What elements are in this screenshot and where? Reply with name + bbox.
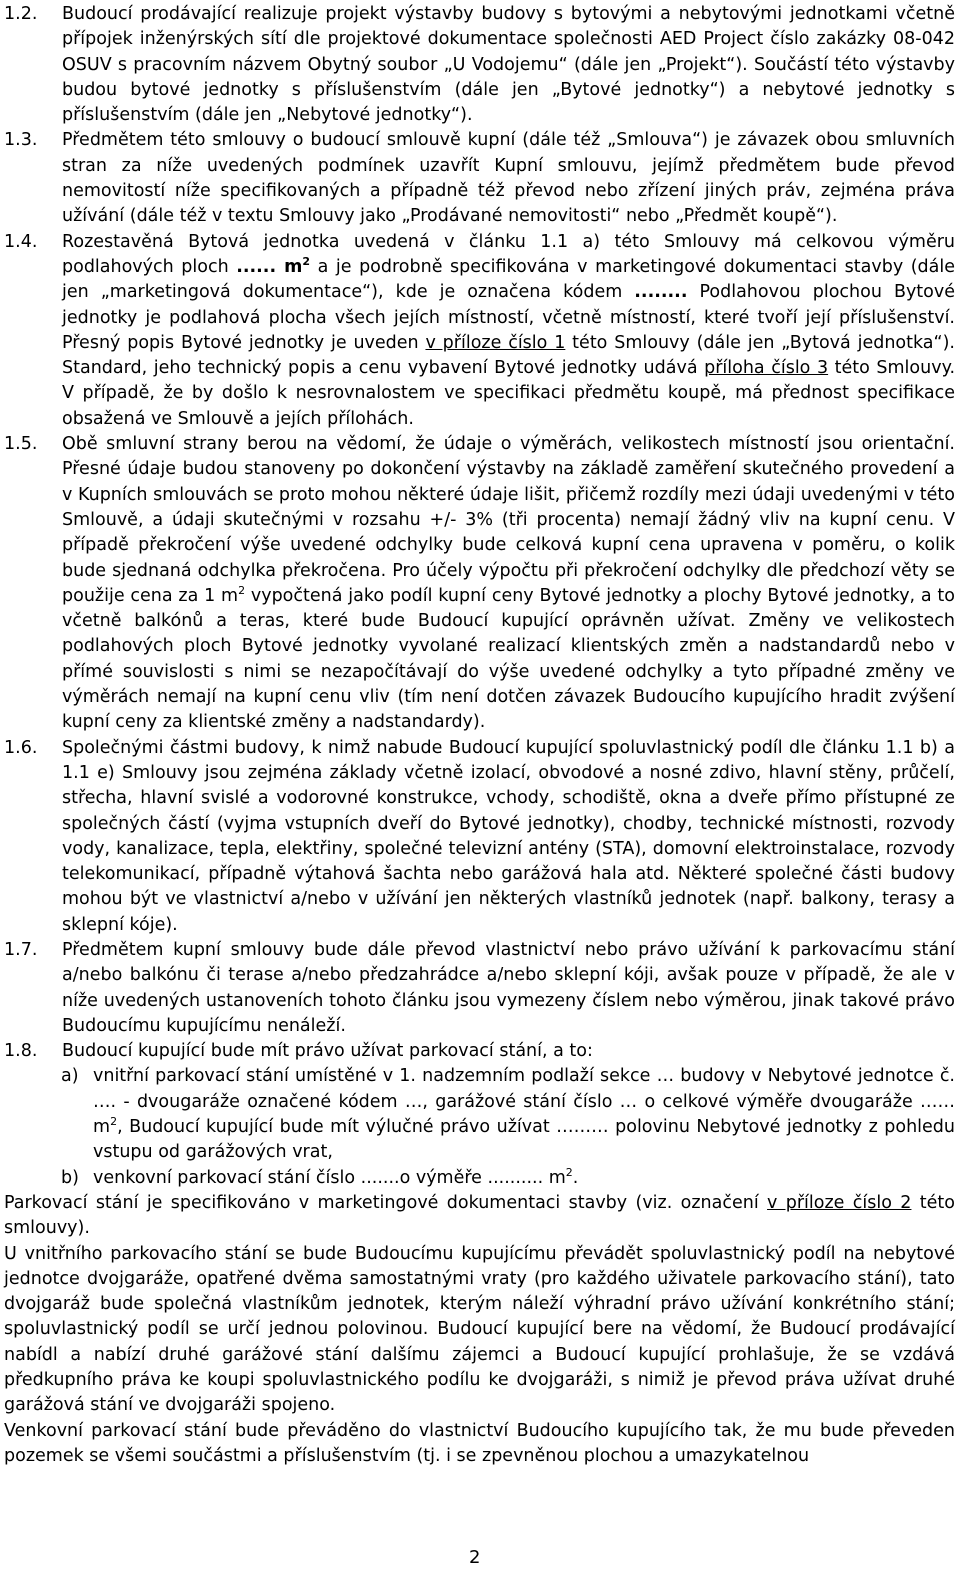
text-run: , Budoucí kupující bude mít výlučné právo užívat ……… polovinu Nebytové jednotky z pohledu vstupu od garážových vrat, xyxy=(93,1117,955,1163)
code-placeholder: ........ xyxy=(634,282,688,303)
indoor-parking-paragraph: U vnitřního parkovacího stání se bude Budoucímu kupujícímu převádět spoluvlastnický podíl na nebytové jednotce dvojgaráže, opatřené dvěma samostatnými vraty (pro každého uživatele parkovacího stání), tato dvojgaráž bude společná vlastníkům jednotek, kterým náleží výhradní právo užívání konkrétního stání; spoluvlastnický podíl se určí jednou polovinou. Budoucí kupující bere na vědomí, že Budoucí prodávající nabídl a nabízí druhé garážové stání dalšímu zájemci a Budoucí kupující prohlašuje, že se vzdává předkupního práva ke koupi spoluvlastnického podílu ke dvojgaráži, s nimiž je převod práva užívat druhé garážová stání ve dvojgaráži spojeno. xyxy=(4,1243,955,1416)
parking-spec-paragraph xyxy=(4,1191,955,1242)
paragraph-1-8 xyxy=(4,1039,955,1064)
paragraph-1-7 xyxy=(4,938,955,1039)
text-run: a je podrobně specifikována v marketingové dokumentaci stavby (dále jen „marketingová dokumentace“), kde je označena kódem xyxy=(62,256,956,303)
paragraph-number: 1.6. xyxy=(4,737,38,758)
text-run: Podlahovou plochou Bytové jednotky je podlahová plocha všech jejích místností, včetně místností, které tvoří její příslušenství. Přesný popis Bytové jednotky je uveden xyxy=(62,282,955,353)
paragraph-text: Společnými částmi budovy, k nimž nabude Budoucí kupující spoluvlastnický podíl dle článku 1.1 b) a 1.1 e) Smlouvy jsou zejména základy včetně izolací, obvodové a nosné zdivo, hlavní stěny, průčelí, střecha, hlavní svislé a vodorovné konstrukce, vchody, schodiště, okna a dveře přímo přístupné ze společných částí (vyjma vstupních dveří do Bytové jednotky), chodby, technické místnosti, rozvody vody, kanalizace, tepla, elektřiny, společné televizní antény (STA), domovní elektroinstalace, rozvody telekomunikací, případně výtahová šachta nebo garážová hala atd. Některé společné části budovy mohou být ve vlastnictví a/nebo v užívání jen některých vlastníků jednotek (např. balkony, terasy a sklepní kóje). xyxy=(62,737,955,935)
text-run: vypočtená jako podíl kupní ceny Bytové jednotky a plochy Bytové jednotky, a to včetně balkónů a teras, které bude Budoucí kupující oprávněn užívat. Změny ve velikostech podlahových ploch Bytové jednotky vyvolané realizací klientských změn a nadstandardů nebo v přímé souvislosti s nimi se nezapočítávají do výše uvedené odchylky a tyto případné změny ve výměrách nemají na kupní cenu vliv (tím není dotčen závazek Budoucího kupujícího hradit zvýšení kupní ceny za klientské změny a nadstandardy). xyxy=(62,585,955,733)
paragraph-text: Předmětem kupní smlouvy bude dále převod vlastnictví nebo právo užívání k parkovacímu stání a/nebo balkónu či terase a/nebo předzahrádce a/nebo sklepní kóji, avšak pouze v případě, že ale v níže uvedených ustanoveních tohoto článku jsou vymezeny číslem nebo výměrou, jinak takové právo Budoucímu kupujícímu nenáleží. xyxy=(62,939,955,1036)
paragraph-1-3 xyxy=(4,128,955,229)
list-item-text xyxy=(93,1064,955,1165)
paragraph-number: 1.5. xyxy=(4,434,38,455)
paragraph-number: 1.4. xyxy=(4,231,38,252)
list-item-b xyxy=(4,1166,955,1191)
paragraph-number: 1.8. xyxy=(4,1041,38,1062)
text-run: vnitřní parkovací stání umístěné v 1. nadzemním podlaží sekce … budovy v Nebytové jednotce č. …. - dvougaráže označené kódem …, garážové stání číslo … o celkové výměře dvougaráže …… m xyxy=(93,1066,955,1138)
text-run: Obě smluvní strany berou na vědomí, že údaje o výměrách, velikostech místností jsou orientační. Přesné údaje budou stanoveny po dokončení výstavby na základě zaměření skutečného provedení a v Kupních smlouvách se proto mohou některé údaje lišit, přičemž rozdíly mezi údaji uvedenými v této Smlouvě, a údaji skutečnými v rozsahu +/- 3% (tři procenta) nemají žádný vliv na kupní cenu. V případě překročení výše uvedené odchylky bude celková kupní cena upravena v poměru, o kolik bude sjednaná odchylka překročena. Pro účely výpočtu při překročení odchylky dle předchozí věty se použije cena za 1 m xyxy=(62,434,955,606)
paragraph-text: Budoucí prodávající realizuje projekt výstavby budovy s bytovými a nebytovými jednotkami včetně přípojek inženýrských sítí dle projektové dokumentace společnosti AED Project číslo zakázky 08-042 OSUV s pracovním názvem Obytný soubor „U Vodojemu“ (dále jen „Projekt“). Součástí této výstavby budou bytové jednotky s příslušenstvím (dále jen „Bytové jednotky“) a nebytové jednotky s příslušenstvím (dále jen „Nebytové jednotky“). xyxy=(62,4,955,126)
list-item-text xyxy=(93,1166,955,1191)
superscript: 2 xyxy=(110,1115,118,1129)
area-placeholder: ...... m xyxy=(236,256,303,277)
text-run: této smlouvy). xyxy=(4,1192,955,1239)
page-number: 2 xyxy=(469,1547,481,1568)
annex-reference: příloha číslo 3 xyxy=(704,358,829,379)
paragraph-1-2 xyxy=(4,2,955,128)
text-run: této Smlouvy. V případě, že by došlo k nesrovnalostem ve specifikaci předmětu koupě, má přednost specifikace obsažená ve Smlouvě a jejích přílohách. xyxy=(62,358,956,429)
list-item-label: b) xyxy=(61,1167,79,1188)
paragraph-text xyxy=(62,230,955,432)
paragraph-1-4 xyxy=(4,230,955,432)
text-run: této Smlouvy (dále jen „Bytová jednotka“). Standard, jeho technický popis a cenu vybavení Bytové jednotky udává xyxy=(62,332,955,379)
annex-reference: v příloze číslo 1 xyxy=(425,332,566,353)
paragraph-number: 1.7. xyxy=(4,939,38,960)
paragraph-1-6 xyxy=(4,736,955,938)
list-item-a xyxy=(4,1064,955,1165)
paragraph-text xyxy=(62,432,955,736)
document-body xyxy=(4,2,955,1469)
paragraph-number: 1.2. xyxy=(4,4,38,24)
superscript: 2 xyxy=(238,584,246,597)
paragraph-text: Předmětem této smlouvy o budoucí smlouvě kupní (dále též „Smlouva“) je závazek obou smluvních stran za níže uvedených podmínek uzavřít Kupní smlouvu, jejímž předmětem bude převod nemovitostí níže specifikovaných a případně též převod nebo zřízení jiných práv, zejména práva užívání (dále též v textu Smlouvy jako „Prodávané nemovitosti“ nebo „Předmět koupě“). xyxy=(62,130,955,227)
paragraph-number: 1.3. xyxy=(4,130,38,151)
paragraph-text: Budoucí kupující bude mít právo užívat parkovací stání, a to: xyxy=(62,1041,593,1062)
text-run: venkovní parkovací stání číslo .......o výměře .......... m xyxy=(93,1167,566,1188)
superscript: 2 xyxy=(565,1165,573,1179)
outdoor-parking-paragraph: Venkovní parkovací stání bude převáděno do vlastnictví Budoucího kupujícího tak, že mu bude převeden pozemek se všemi součástmi a příslušenstvím (tj. i se zpevněnou plochou a umazykatelnou xyxy=(4,1420,955,1466)
annex-reference: v příloze číslo 2 xyxy=(767,1192,912,1213)
text-run: Rozestavěná Bytová jednotka uvedená v článku 1.1 a) této Smlouvy má celkovou výměru podlahových ploch xyxy=(62,231,955,277)
superscript: 2 xyxy=(302,255,311,269)
list-item-label: a) xyxy=(61,1066,79,1087)
text-run: . xyxy=(572,1167,579,1188)
paragraph-1-5 xyxy=(4,432,955,736)
text-run: Parkovací stání je specifikováno v marketingové dokumentaci stavby (viz. označení xyxy=(4,1192,768,1213)
